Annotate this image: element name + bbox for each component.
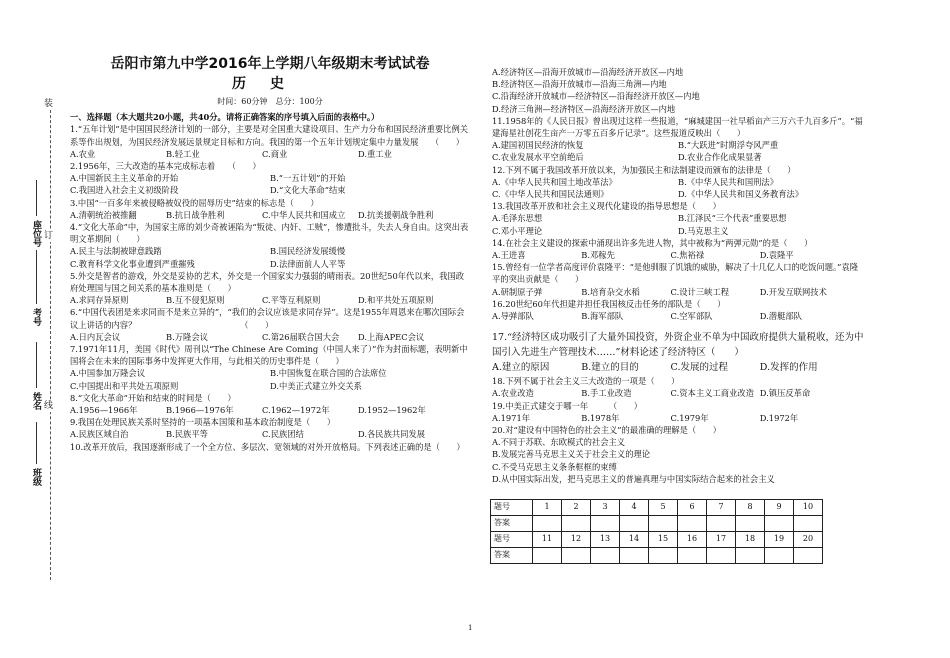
table-cell: 17 — [707, 532, 736, 548]
option: B.国民经济发展缓慢 — [270, 246, 346, 257]
section-heading — [70, 111, 470, 123]
table-cell: 2 — [562, 500, 591, 516]
exam-number-line — [36, 250, 37, 304]
option: C.发展的过程 — [670, 362, 728, 374]
answer-cell[interactable] — [765, 548, 794, 564]
question-options — [70, 245, 470, 269]
exam-subject: 历史 — [232, 76, 308, 92]
answer-table — [490, 499, 823, 564]
option: D.马克思主义 — [678, 225, 729, 236]
option: D.各民族共同发展 — [358, 429, 426, 440]
question-options — [492, 66, 864, 115]
option: C.邓小平理论 — [492, 225, 543, 236]
binding-margin — [0, 80, 70, 600]
table-cell: 12 — [562, 532, 591, 548]
option: D.《中华人民共和国义务教育法》 — [678, 189, 804, 200]
option: B.轻工业 — [166, 148, 200, 159]
option: D.法律面前人人平等 — [270, 258, 346, 269]
seat-number-label: 座位号 — [31, 220, 41, 247]
answer-cell[interactable] — [620, 516, 649, 532]
question-stem: 13.我国改革开放和社会主义现代化建设的指导思想是（ ） — [492, 201, 721, 212]
question-item — [492, 237, 864, 261]
question-options — [492, 436, 864, 485]
option: B.“大跃进”时期浮夸风严重 — [678, 140, 779, 151]
option: C.1962—1972年 — [262, 405, 330, 416]
question-17 — [492, 330, 864, 375]
option: B.发展完善马克思主义关于社会主义的理论 — [492, 449, 651, 460]
question-stem: 7.1971年11月，美国《时代》周刊以“The Chinese Are Coming（中国人来了）”作为封面标题，表明新中国将会在未来的国际事务中发挥更大作用，与此相关的历史事件是（ ） — [70, 344, 468, 367]
option: B.1966—1976年 — [166, 405, 234, 416]
table-cell: 9 — [765, 500, 794, 516]
answer-cell[interactable] — [649, 548, 678, 564]
right-question-list-2 — [492, 375, 864, 485]
option: A.中国新民主主义革命的开始 — [70, 173, 179, 184]
answer-cell[interactable] — [707, 516, 736, 532]
question-item — [70, 416, 470, 440]
option: A.日内瓦会议 — [70, 331, 121, 342]
option: A.民主与法制被肆意践踏 — [70, 246, 162, 257]
option: A.求同存异原则 — [70, 295, 129, 306]
question-item — [70, 123, 470, 160]
table-cell: 19 — [765, 532, 794, 548]
option: A.建国初国民经济的恢复 — [492, 140, 584, 151]
class-line — [36, 422, 37, 464]
table-cell: 11 — [533, 532, 562, 548]
option: D.重工业 — [358, 148, 392, 159]
question-item — [70, 392, 470, 416]
option: D.“文化大革命”结束 — [270, 185, 346, 196]
option: B.建立的目的 — [581, 362, 639, 374]
question-options — [70, 172, 470, 196]
option: D.袁隆平 — [759, 250, 794, 261]
option: A.毛泽东思想 — [492, 213, 543, 224]
exam-meta: 时间：60分钟 总分：100分 — [217, 97, 323, 106]
option: D.农业合作化成果显著 — [678, 152, 762, 163]
right-column — [492, 66, 864, 564]
option: A.清朝统治被推翻 — [70, 209, 137, 220]
table-cell: 20 — [794, 532, 823, 548]
question-options — [492, 387, 864, 399]
option: A.王进喜 — [492, 250, 526, 261]
option: B.邓稼先 — [581, 250, 615, 261]
question-options — [492, 139, 864, 163]
table-cell: 16 — [678, 532, 707, 548]
option: A.1971年 — [492, 412, 531, 423]
table-cell: 题号 — [491, 500, 533, 516]
option: C.民族团结 — [262, 429, 304, 440]
answer-cell[interactable] — [562, 516, 591, 532]
question-item — [492, 115, 864, 164]
option: B.1978年 — [581, 412, 620, 423]
option: C.资本主义工商业改造 — [670, 388, 754, 399]
option: D.从中国实际出发，把马克思主义的普遍真理与中国实际结合起来的社会主义 — [492, 473, 775, 484]
question-options — [70, 404, 470, 416]
table-cell: 5 — [649, 500, 678, 516]
seat-number-line — [36, 180, 37, 216]
table-cell: 答案 — [491, 548, 533, 564]
option: A.研制原子弹 — [492, 286, 543, 297]
question-options — [492, 249, 864, 261]
right-question-list — [492, 66, 864, 322]
name-label: 姓名 — [31, 392, 41, 410]
question-options — [492, 212, 864, 236]
question-stem: 8.“文化大革命”开始和结束的时间是（ ） — [70, 392, 236, 403]
question-stem: 6.“中国代表团是来求同而不是来立异的”，“我们的会议应该是求同存异”。这是1955年周恩来在哪次国际会议上讲话的内容？ （ ） — [70, 307, 465, 330]
question-stem: 9.我国在处理民族关系时坚持的一项基本国策和基本政治制度是（ ） — [70, 417, 336, 428]
option: A.建立的原因 — [492, 362, 550, 374]
question-item — [492, 298, 864, 322]
question-item — [492, 424, 864, 485]
option: B.《中华人民共和国刑法》 — [678, 176, 779, 187]
binding-dashed-line — [50, 100, 51, 580]
question-options — [492, 360, 864, 375]
option: A.民族区域自治 — [70, 429, 129, 440]
answer-cell[interactable] — [533, 548, 562, 564]
answer-cell[interactable] — [591, 548, 620, 564]
question-item — [492, 375, 864, 399]
table-cell: 答案 — [491, 516, 533, 532]
name-line — [36, 342, 37, 388]
answer-cell[interactable] — [533, 516, 562, 532]
question-stem: 15.曾经有一位学者高度评价袁隆平：“是他驯服了饥饿的威胁，解决了十几亿人口的吃饭问题。”袁隆平的突出贡献是（ ） — [492, 262, 859, 285]
table-row — [491, 532, 823, 548]
option: C.1979年 — [670, 412, 709, 423]
option: A.经济特区—沿海开放城市—沿海经济开放区—内地 — [492, 67, 684, 77]
option: C.中华人民共和国成立 — [262, 209, 346, 220]
answer-cell[interactable] — [794, 516, 823, 532]
question-item — [70, 306, 470, 343]
binding-mark-xian: 线 — [44, 401, 54, 411]
section-title: 一、选择题 — [70, 112, 112, 123]
question-stem: 20.对“建设有中国特色的社会主义”的最准确的理解是（ ） — [492, 425, 722, 436]
option: D.1952—1962年 — [358, 405, 426, 416]
question-options — [492, 176, 864, 200]
option: C.不受马克思主义条条框框的束缚 — [492, 461, 617, 472]
answer-cell[interactable] — [620, 548, 649, 564]
answer-cell[interactable] — [678, 548, 707, 564]
question-item — [70, 441, 470, 453]
question-stem: 10.改革开放后，我国逐渐形成了一个全方位、多层次、宽领域的对外开放格局。下列表述正确的是（ ） — [70, 441, 465, 452]
answer-cell[interactable] — [678, 516, 707, 532]
question-item — [492, 400, 864, 424]
table-cell: 1 — [533, 500, 562, 516]
option: B.民族平等 — [166, 429, 208, 440]
answer-cell[interactable] — [649, 516, 678, 532]
question-item — [70, 221, 470, 270]
answer-cell[interactable] — [736, 548, 765, 564]
question-options — [70, 428, 470, 440]
table-row — [491, 500, 823, 516]
option: D.发挥的作用 — [759, 362, 818, 374]
question-item — [492, 66, 864, 115]
question-stem: 12.下列不属于我国改革开放以来，为加强民主和法制建设而颁布的法律是（ ） — [492, 164, 796, 175]
option: D.上海APEC会议 — [358, 331, 425, 342]
answer-cell[interactable] — [562, 548, 591, 564]
option: B.手工业改造 — [581, 388, 632, 399]
question-stem: 4.“文化大革命”中，为国家主席的刘少奇被诬陷为“叛徒、内奸、工贼”，惨遭批斗，失去人身自由。这突出表明文革期间（ ） — [70, 222, 469, 245]
question-stem: 5.外交是智者的游戏，外交是妥协的艺术，外交是一个国家实力强弱的晴雨表。20世纪50年代以来，我国政府处理国与国之间关系的基本准则是（ ） — [70, 270, 465, 294]
table-row — [491, 516, 823, 532]
option: A.中国参加万隆会议 — [70, 368, 146, 379]
question-stem: 3.中国“一百多年来被侵略被奴役的屈辱历史”结束的标志是（ ） — [70, 197, 319, 208]
binding-mark-ding: 订 — [44, 231, 54, 241]
answer-cell[interactable] — [794, 548, 823, 564]
table-cell: 18 — [736, 532, 765, 548]
exam-number-label: 考号 — [31, 308, 41, 326]
question-stem: 17.“经济特区成功吸引了大量外国投资，外资企业不单为中国政府提供大量税收，还为中国引入先进生产管理技术……”材料论述了经济特区（ ） — [492, 332, 864, 359]
option: C.空军部队 — [670, 311, 713, 322]
question-stem: 14.在社会主义建设的探索中涌现出许多先进人物，其中被称为“两弹元勋”的是（ ） — [492, 237, 813, 248]
option: D.中美正式建立外交关系 — [270, 380, 362, 391]
option: C.焦裕禄 — [670, 250, 705, 261]
table-cell: 14 — [620, 532, 649, 548]
option: A.1956—1966年 — [70, 405, 138, 416]
option: D.1972年 — [759, 412, 799, 423]
option: B.互不侵犯原则 — [166, 295, 225, 306]
option: A.不同于苏联、东欧模式的社会主义 — [492, 437, 626, 448]
question-item — [70, 270, 470, 307]
page-number: 1 — [468, 624, 473, 632]
option: A.农业 — [70, 148, 96, 159]
table-cell: 题号 — [491, 532, 533, 548]
binding-mark-zhuang: 装 — [44, 99, 54, 109]
question-item — [492, 261, 864, 298]
option: B.培育杂交水稻 — [581, 286, 640, 297]
question-options — [70, 148, 470, 160]
option: D.开发互联网技术 — [759, 286, 827, 297]
option: C.设计三峡工程 — [670, 286, 730, 297]
answer-cell[interactable] — [707, 548, 736, 564]
option: C.教育科学文化事业遭到严重摧残 — [70, 258, 195, 269]
class-label: 班级 — [31, 468, 41, 486]
table-row — [491, 548, 823, 564]
table-cell: 7 — [707, 500, 736, 516]
question-options — [70, 367, 470, 391]
option: D.和平共处五项原则 — [358, 295, 434, 306]
option: D.潜艇部队 — [759, 311, 802, 322]
question-options — [492, 412, 864, 424]
option: C.农业发展水平空前绝后 — [492, 152, 584, 163]
option: C.《中华人民共和国民法通则》 — [492, 189, 609, 200]
question-item — [70, 160, 470, 197]
option: B.中国恢复在联合国的合法席位 — [270, 368, 387, 379]
option: C.平等互利原则 — [262, 295, 321, 306]
exam-title: 岳阳市第九中学2016年上学期八年级期末考试试卷 — [110, 56, 430, 72]
option: B.海军部队 — [581, 311, 624, 322]
option: B.万隆会议 — [166, 331, 208, 342]
option: B.经济特区—沿海开放城市—沿海三角洲—内地 — [492, 79, 667, 90]
question-item — [492, 200, 864, 237]
question-options — [70, 331, 470, 343]
question-stem: 2.1956年，三大改造的基本完成标志着 （ ） — [70, 161, 261, 172]
table-cell: 10 — [794, 500, 823, 516]
question-stem: 19.中美正式建交于哪一年 （ ） — [492, 400, 643, 411]
option: B.“一五计划”的开始 — [270, 173, 346, 184]
question-options — [492, 310, 864, 322]
option: B.抗日战争胜利 — [166, 209, 225, 220]
option: A.农业改造 — [492, 388, 534, 399]
option: D.经济三角洲—经济特区—沿海经济开放区—内地 — [492, 103, 676, 114]
left-column — [70, 55, 470, 453]
option: C.我国进入社会主义初级阶段 — [70, 185, 179, 196]
question-stem: 11.1958年的《人民日报》曾出现过这样一些报道，“麻城建国一社早稻亩产三万六千九百多斤”。“福建海星社创花生亩产一万零五百多斤记录”。这些报道反映出（ ） — [492, 115, 863, 139]
question-item — [492, 164, 864, 201]
section-instruction: （本大题共20小题，共40分。请将正确答案的序号填入后面的表格中。） — [111, 112, 380, 123]
table-cell: 3 — [591, 500, 620, 516]
question-options — [70, 209, 470, 221]
answer-cell[interactable] — [736, 516, 765, 532]
question-stem: 18.下列不属于社会主义三大改造的一项是（ ） — [492, 376, 680, 387]
question-stem: 16.20世纪60年代担建并担任我国核反击任务的部队是（ ） — [492, 298, 726, 309]
option: C.沿海经济开放城市—经济特区—沿海经济开放区—内地 — [492, 91, 700, 102]
option: C.第26届联合国大会 — [262, 331, 340, 342]
table-cell: 13 — [591, 532, 620, 548]
option: A.导弹部队 — [492, 311, 534, 322]
table-cell: 15 — [649, 532, 678, 548]
table-cell: 8 — [736, 500, 765, 516]
answer-cell[interactable] — [591, 516, 620, 532]
left-question-list — [70, 123, 470, 452]
option: A.《中华人民共和国土地改革法》 — [492, 176, 617, 187]
answer-cell[interactable] — [765, 516, 794, 532]
question-item — [70, 197, 470, 221]
question-options — [70, 294, 470, 306]
question-stem: 1.“五年计划”是中国国民经济计划的一部分，主要是对全国重大建设项目、生产力分布和国民经济重要比例关系等作出规划，为国民经济发展远景规定目标和方向。我国的第一个五年计划规定集中力量发展 （ ） — [70, 124, 469, 147]
table-cell: 6 — [678, 500, 707, 516]
option: D.镇压反革命 — [759, 388, 811, 399]
option: C.商业 — [262, 148, 288, 159]
question-options — [492, 286, 864, 298]
option: B.江泽民“三个代表”重要思想 — [678, 213, 787, 224]
option: C.中国提出和平共处五项原则 — [70, 380, 179, 391]
option: D.抗美援朝战争胜利 — [358, 209, 434, 220]
table-cell: 4 — [620, 500, 649, 516]
question-item — [70, 343, 470, 392]
